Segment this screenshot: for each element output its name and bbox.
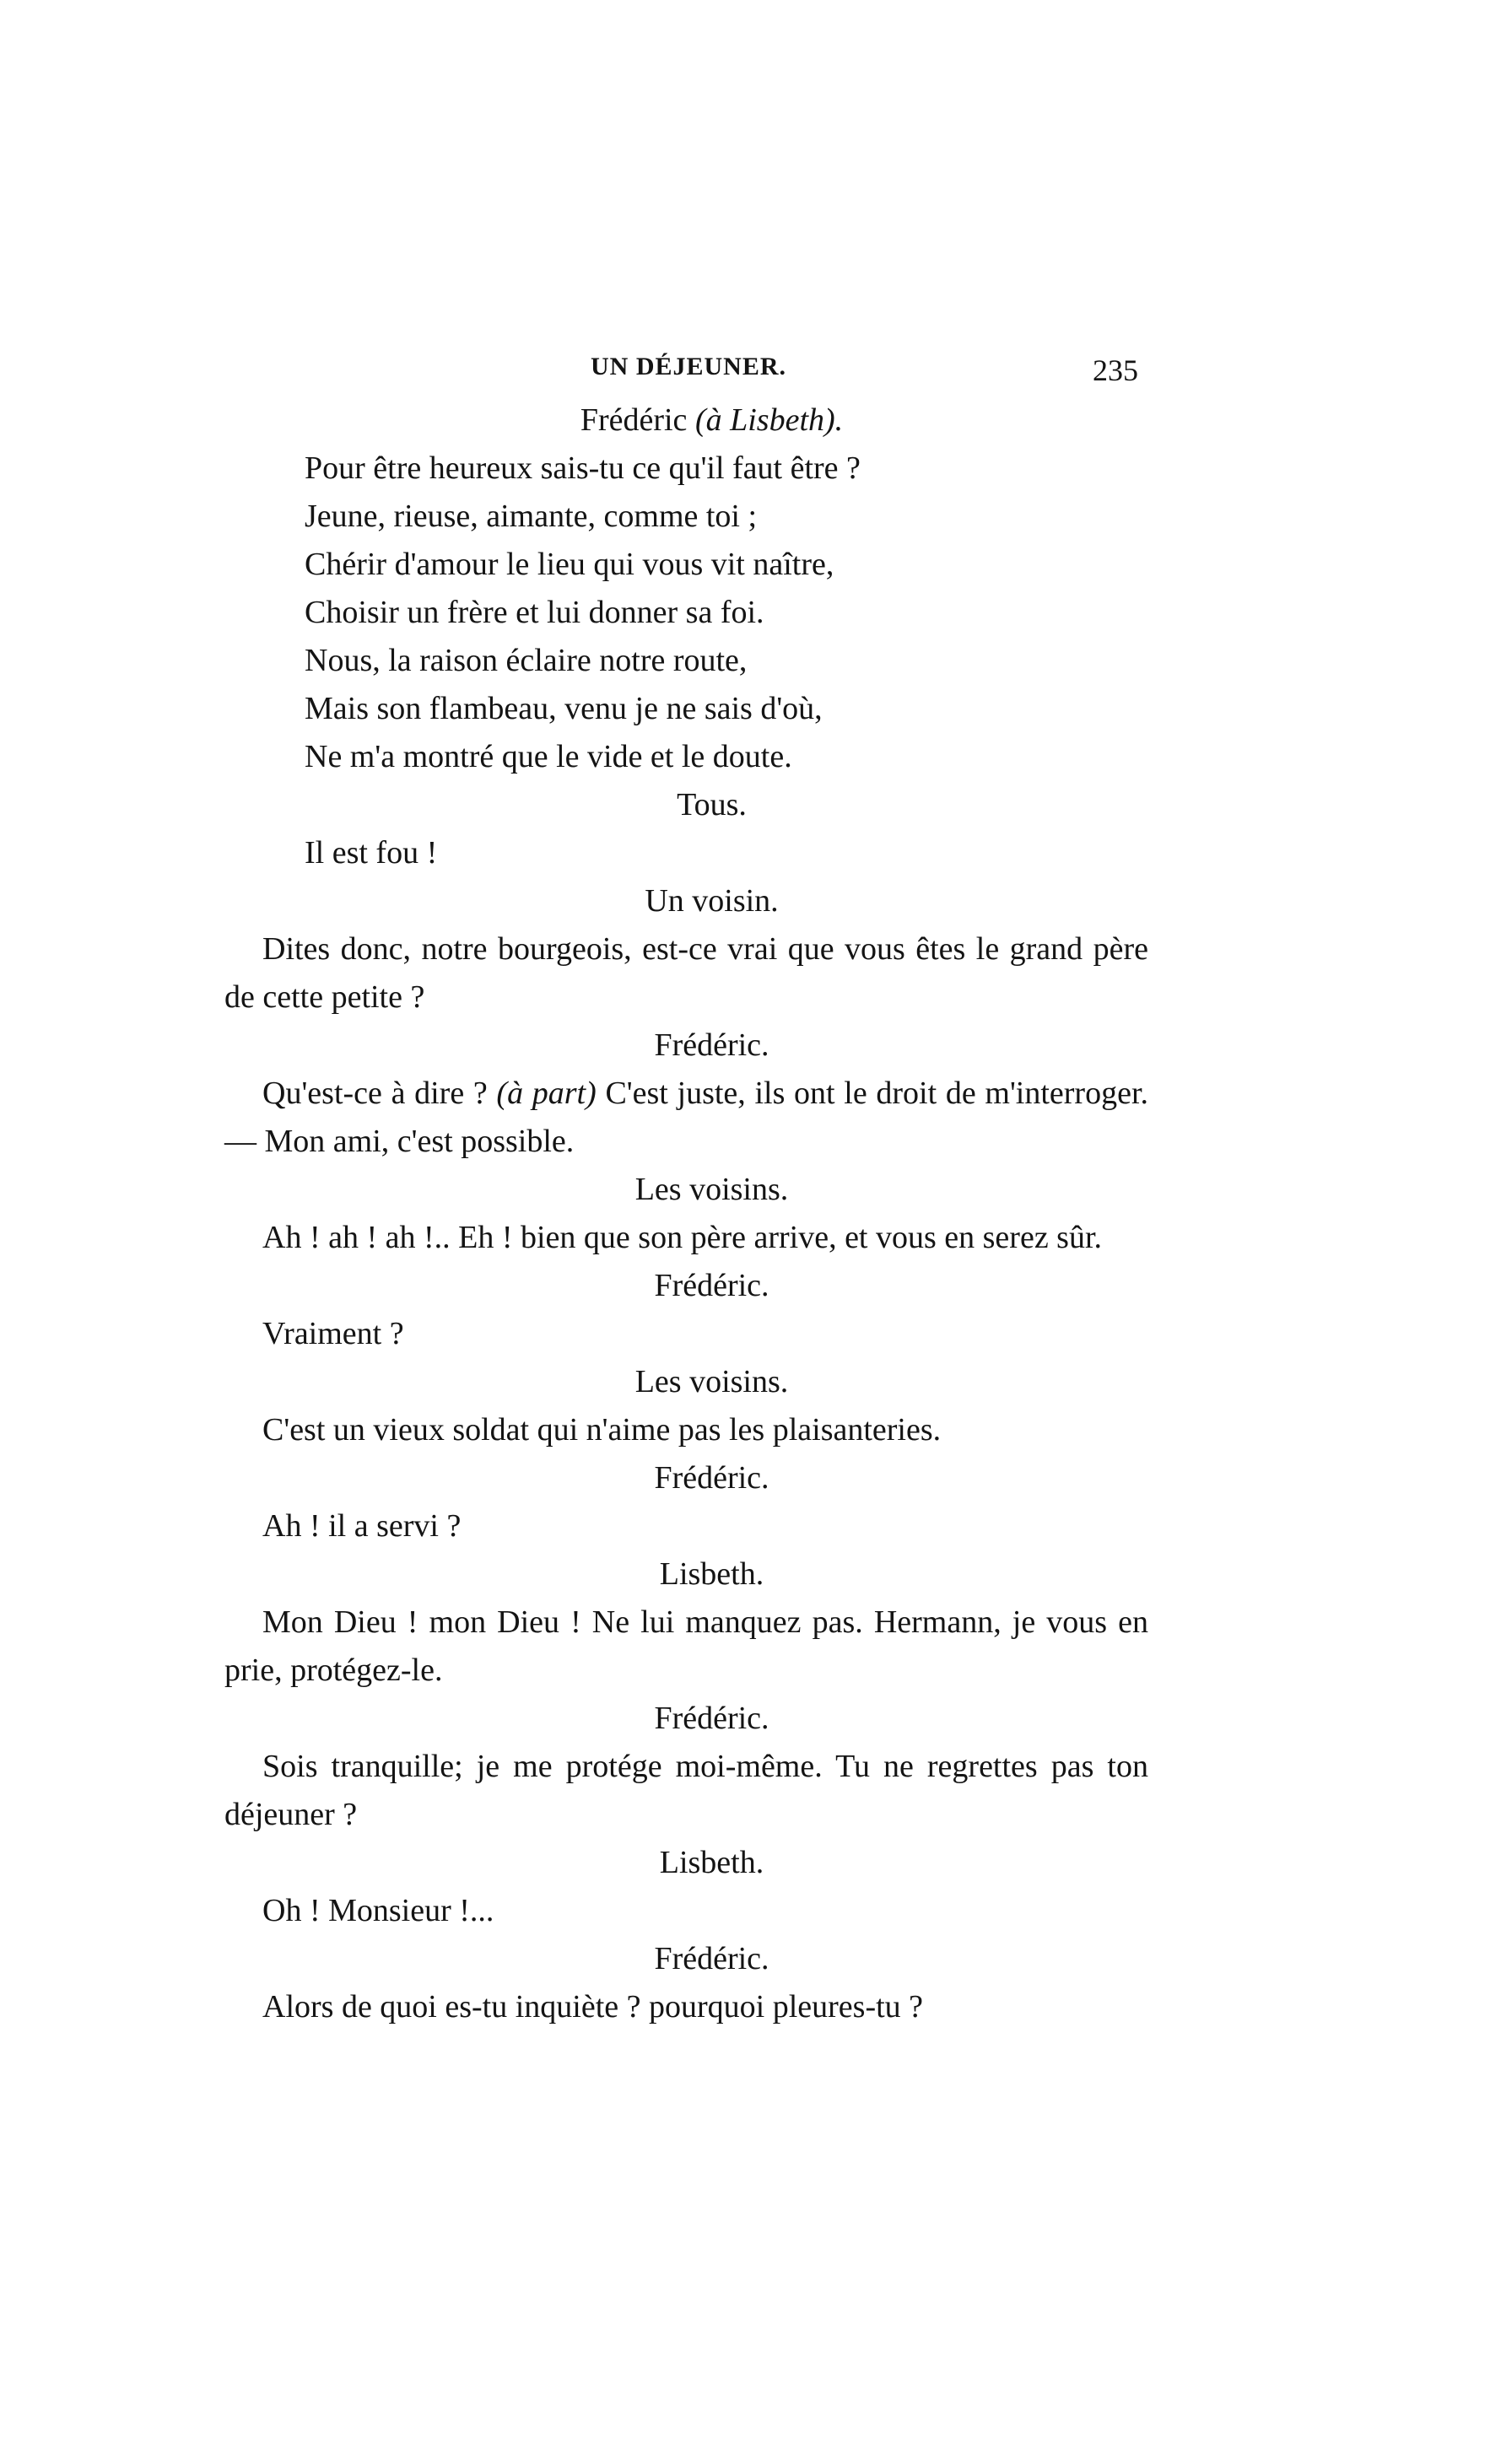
speaker-label: Frédéric. [654, 1460, 769, 1496]
verse-line: Nous, la raison éclaire notre route, [305, 643, 748, 678]
prose-speech: Vraiment ? [262, 1316, 404, 1351]
prose-speech: C'est un vieux soldat qui n'aime pas les plaisanteries. [262, 1412, 942, 1448]
verse-line: Jeune, rieuse, aimante, comme toi ; [305, 499, 758, 534]
speech-text: C'est juste, ils ont le droit de m'interroger. — Mon ami, c'est possible. [224, 1076, 1149, 1159]
speaker-name [224, 1454, 1148, 1502]
prose-speech: Sois tranquille; je me protége moi-même. Tu ne regrettes pas ton déjeuner ? [224, 1749, 1148, 1832]
speaker-name [224, 1935, 1148, 1983]
verse-line: Pour être heureux sais-tu ce qu'il faut être ? [305, 450, 861, 486]
stage-direction: (à Lisbeth). [694, 402, 844, 438]
speaker-name [224, 877, 1148, 925]
speech-text: Qu'est-ce à dire ? [262, 1076, 497, 1111]
prose-speech: Alors de quoi es-tu inquiète ? pourquoi pleures-tu ? [262, 1989, 924, 2025]
prose-speech: Ah ! ah ! ah !.. Eh ! bien que son père arrive, et vous en serez sûr. [262, 1220, 1103, 1255]
speaker-name [224, 1166, 1148, 1214]
prose-speech: Ah ! il a servi ? [262, 1508, 462, 1544]
speaker-label: Un voisin. [645, 883, 779, 919]
speaker-label: Frédéric. [654, 1268, 769, 1303]
speaker-label: Frédéric. [654, 1941, 769, 1976]
speaker-label: Les voisins. [634, 1172, 789, 1207]
speaker-name [224, 1550, 1148, 1599]
speaker-name [224, 396, 1148, 445]
verse-line: Mais son flambeau, venu je ne sais d'où, [305, 691, 823, 726]
speaker-name [224, 1262, 1148, 1310]
play-text [224, 396, 1148, 2031]
prose-speech [224, 1070, 1148, 1166]
speaker-name [224, 1839, 1148, 1887]
speaker-label: Frédéric [580, 402, 688, 438]
verse-line: Ne m'a montré que le vide et le doute. [305, 739, 792, 774]
speaker-name [224, 781, 1148, 829]
speaker-name [224, 1358, 1148, 1406]
running-title: UN DÉJEUNER. [591, 353, 787, 380]
prose-speech: Dites donc, notre bourgeois, est-ce vrai que vous êtes le grand père de cette petite ? [224, 931, 1148, 1015]
prose-speech: Oh ! Monsieur !... [262, 1893, 494, 1928]
page-number: 235 [1093, 353, 1138, 387]
verse-line: Choisir un frère et lui donner sa foi. [305, 595, 764, 630]
verse-line: Il est fou ! [305, 835, 438, 871]
speaker-name [224, 1695, 1148, 1743]
speaker-label: Tous. [677, 787, 747, 822]
verse-line: Chérir d'amour le lieu qui vous vit naître, [305, 547, 834, 582]
speaker-label: Frédéric. [654, 1027, 769, 1063]
stage-direction: (à part) [496, 1076, 597, 1111]
speaker-label: Frédéric. [654, 1701, 769, 1736]
speaker-label: Lisbeth. [659, 1845, 764, 1880]
speaker-label: Les voisins. [634, 1364, 789, 1399]
running-header [0, 353, 1501, 395]
speaker-name [224, 1022, 1148, 1070]
speaker-label: Lisbeth. [659, 1556, 764, 1592]
prose-speech: Mon Dieu ! mon Dieu ! Ne lui manquez pas. Hermann, je vous en prie, protégez-le. [224, 1604, 1148, 1688]
